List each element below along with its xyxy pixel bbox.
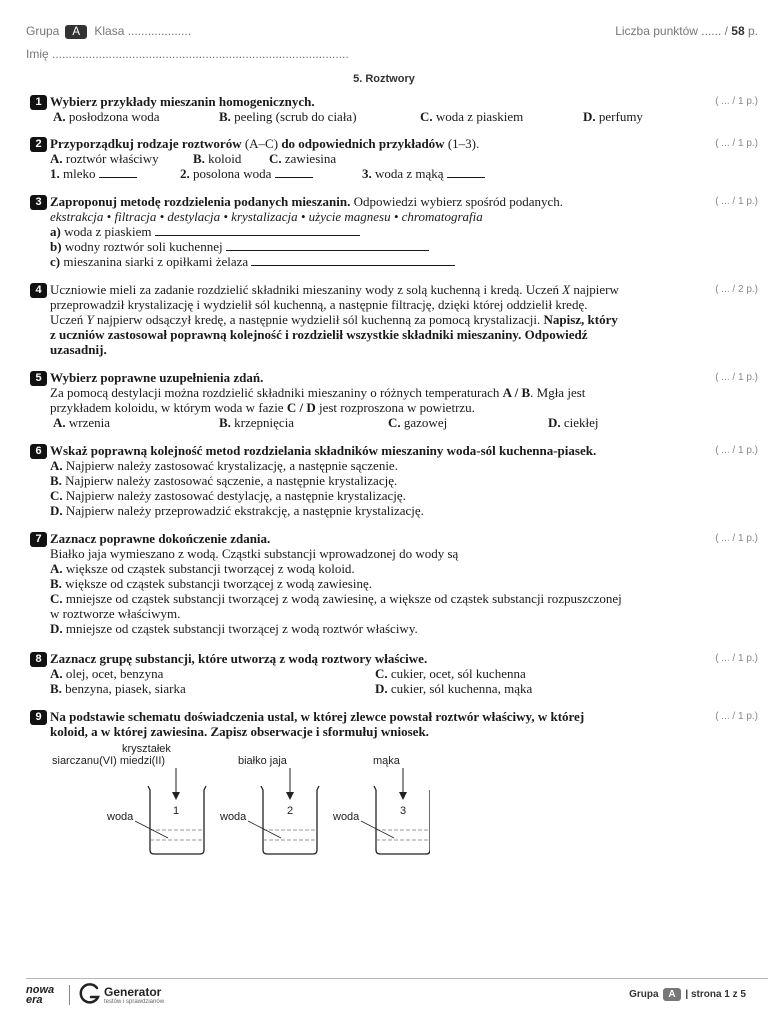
item-c: c) mieszanina siarki z opiłkami żelaza — [50, 254, 700, 269]
points-total — [615, 24, 758, 38]
answer-blank[interactable] — [226, 240, 429, 251]
option-a[interactable]: A. olej, ocet, benzyna — [50, 666, 164, 681]
question-number: 7 — [30, 532, 47, 547]
question-number: 2 — [30, 137, 47, 152]
answer-blank[interactable] — [155, 225, 360, 236]
question-number: 6 — [30, 444, 47, 459]
question-4 — [30, 282, 760, 357]
substance-label: białko jaja — [238, 755, 287, 767]
question-points: ( ... / 1 p.) — [715, 96, 758, 107]
option-b[interactable]: B. Najpierw należy zastosować sączenie, a następnie krystalizację. — [50, 473, 398, 488]
option-b[interactable]: B. peeling (scrub do ciała) — [219, 109, 357, 124]
nowa-era-logo: nowa era — [26, 984, 55, 1006]
substance-label: mąka — [373, 755, 400, 767]
question-number: 4 — [30, 283, 47, 298]
points-max: 58 — [731, 24, 745, 38]
question-instruction: z uczniów zastosował poprawną kolejność i rozdzielił wszystkie składniki mieszaniny. Odpowiedź — [50, 327, 588, 342]
beaker-3 — [332, 755, 430, 854]
question-points: ( ... / 1 p.) — [715, 196, 758, 207]
experiment-diagram — [50, 742, 430, 867]
page-footer — [26, 978, 768, 1008]
question-title: Zaznacz poprawne dokończenie zdania. — [50, 531, 271, 546]
page-indicator: Grupa A | strona 1 z 5 — [629, 989, 746, 1000]
question-points: ( ... / 1 p.) — [715, 372, 758, 383]
option-d[interactable]: D. perfumy — [583, 109, 643, 124]
question-1 — [30, 94, 760, 124]
option-c[interactable]: C. woda z piaskiem — [420, 109, 524, 124]
question-text: Za pomocą destylacji można rozdzielić składniki mieszaniny o różnych temperaturach A / B. Mgła jest — [50, 385, 586, 400]
option-c[interactable]: C. cukier, ocet, sól kuchenna — [375, 666, 526, 681]
class-field[interactable]: Klasa ................... — [94, 24, 192, 38]
option-b[interactable]: B. krzepnięcia — [219, 415, 295, 430]
solution-types: A. roztwór właściwy B. koloid C. zawiesina — [50, 151, 337, 166]
question-text: przeprowadził krystalizację i wydzielił sól kuchenną, a następnie filtrację, dzięki której oddzielił kredę. — [50, 297, 588, 312]
question-points: ( ... / 1 p.) — [715, 445, 758, 456]
points-unit: p. — [747, 24, 758, 38]
answer-blank[interactable] — [251, 255, 455, 266]
question-title: Na podstawie schematu doświadczenia ustal, w której zlewce powstał roztwór właściwy, w której — [50, 709, 585, 724]
liquid-label: woda — [107, 811, 134, 823]
section-title: 5. Roztwory — [353, 73, 415, 85]
answer-blank[interactable] — [447, 167, 485, 178]
option-c[interactable]: C. mniejsze od cząstek substancji tworzącej z wodą zawiesinę, a większe od cząstek substancji rozpuszczonej — [50, 591, 622, 606]
beaker-2 — [219, 755, 319, 854]
liquid-label: woda — [220, 811, 247, 823]
option-c[interactable]: C. gazowej — [388, 415, 448, 430]
question-title: Zaznacz grupę substancji, które utworzą z wodą roztwory właściwe. — [50, 651, 428, 666]
generator-subtitle: testów i sprawdzianów — [104, 999, 165, 1005]
option-a[interactable]: A. większe od cząstek substancji tworzącej z wodą koloid. — [50, 561, 355, 576]
beakers-svg — [50, 742, 430, 867]
page-number: | strona 1 z 5 — [685, 989, 746, 1000]
generator-title: Generator — [104, 985, 162, 999]
option-a[interactable]: A. posłodzona woda — [53, 109, 160, 124]
question-title: koloid, a w której zawiesina. Zapisz obserwacje i sformułuj wniosek. — [50, 724, 429, 739]
beaker-number: 3 — [399, 805, 407, 817]
question-5 — [30, 370, 760, 430]
logo-divider — [69, 985, 70, 1005]
option-a[interactable]: A. wrzenia — [53, 415, 111, 430]
name-field[interactable]: Imię ......................................................................................... — [26, 47, 349, 61]
group-badge: A — [65, 25, 87, 39]
question-points: ( ... / 1 p.) — [715, 533, 758, 544]
examples: 1. mleko 2. posolona woda 3. woda z mąką — [50, 166, 700, 181]
option-c-continued: w roztworze właściwym. — [50, 606, 181, 621]
question-text: Uczeń Y najpierw odsączył kredę, a następnie wydzielił sól kuchenną za pomocą krystalizacji. Napisz, który — [50, 312, 618, 327]
question-number: 8 — [30, 652, 47, 667]
question-title: Przyporządkuj rodzaje roztworów (A–C) do odpowiednich przykładów (1–3). — [50, 136, 480, 151]
question-9 — [30, 709, 760, 739]
question-number: 1 — [30, 95, 47, 110]
question-7 — [30, 531, 760, 636]
question-points: ( ... / 1 p.) — [715, 138, 758, 149]
option-d[interactable]: D. ciekłej — [548, 415, 599, 430]
question-title: Wybierz przykłady mieszanin homogenicznych. — [50, 94, 315, 109]
question-text: przykładem koloidu, w którym woda w fazie C / D jest rozproszona w powietrzu. — [50, 400, 475, 415]
question-number: 3 — [30, 195, 47, 210]
option-c[interactable]: C. Najpierw należy zastosować destylację, a następnie krystalizację. — [50, 488, 406, 503]
question-3 — [30, 194, 760, 269]
question-title: Wskaż poprawną kolejność metod rozdzielania składników mieszaniny woda-sól kuchenna-piasek. — [50, 443, 597, 458]
generator-g-icon — [78, 982, 102, 1006]
group-label: Grupa — [26, 24, 60, 38]
page-header — [26, 24, 760, 64]
option-a[interactable]: A. Najpierw należy zastosować krystalizację, a następnie sączenie. — [50, 458, 398, 473]
question-text: Uczniowie mieli za zadanie rozdzielić składniki mieszaniny wody z solą kuchenną i kredą. Uczeń X najpierw — [50, 282, 619, 297]
substance-label-line2: siarczanu(VI) miedzi(II) — [52, 755, 166, 767]
question-title: Wybierz poprawne uzupełnienia zdań. — [50, 370, 264, 385]
generator-logo — [78, 982, 165, 1011]
answer-blank[interactable] — [275, 167, 313, 178]
answer-blank[interactable] — [99, 167, 137, 178]
beaker-number: 1 — [172, 805, 180, 817]
footer-group-badge: A — [663, 988, 680, 1001]
question-number: 9 — [30, 710, 47, 725]
substance-label-line1: kryształek — [122, 743, 171, 755]
option-b[interactable]: B. benzyna, piasek, siarka — [50, 681, 186, 696]
option-b[interactable]: B. większe od cząstek substancji tworzącej z wodą zawiesinę. — [50, 576, 372, 591]
question-8 — [30, 651, 760, 696]
question-points: ( ... / 1 p.) — [715, 711, 758, 722]
beaker-1 — [52, 743, 206, 854]
beaker-number: 2 — [286, 805, 294, 817]
option-d[interactable]: D. cukier, sól kuchenna, mąka — [375, 681, 533, 696]
item-a: a) woda z piaskiem — [50, 224, 700, 239]
group-class-row — [26, 24, 191, 39]
option-d[interactable]: D. mniejsze od cząstek substancji tworzącej z wodą roztwór właściwy. — [50, 621, 418, 636]
question-points: ( ... / 1 p.) — [715, 653, 758, 664]
option-d[interactable]: D. Najpierw należy przeprowadzić ekstrakcję, a następnie krystalizację. — [50, 503, 424, 518]
question-title: Zaproponuj metodę rozdzielenia podanych mieszanin. Odpowiedzi wybierz spośród podanych. — [50, 194, 564, 209]
question-instruction: uzasadnij. — [50, 342, 107, 357]
methods-list: ekstrakcja • filtracja • destylacja • krystalizacja • użycie magnesu • chromatografia — [50, 209, 483, 224]
question-2 — [30, 136, 760, 181]
question-6 — [30, 443, 760, 518]
question-number: 5 — [30, 371, 47, 386]
question-stem: Białko jaja wymieszano z wodą. Cząstki substancji wprowadzonej do wody są — [50, 546, 459, 561]
liquid-label: woda — [333, 811, 360, 823]
question-points: ( ... / 2 p.) — [715, 284, 758, 295]
points-label: Liczba punktów ...... / — [615, 24, 728, 38]
item-b: b) wodny roztwór soli kuchennej — [50, 239, 700, 254]
